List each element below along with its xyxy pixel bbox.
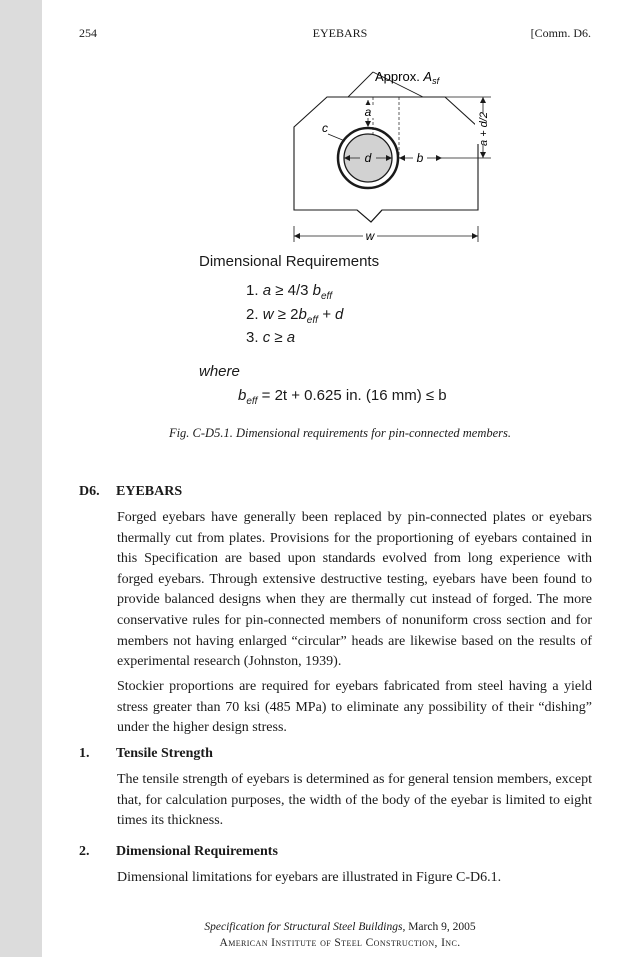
subsection-1-paragraph: The tensile strength of eyebars is determined as for general tension members, except that, for calculation purposes, the width of the body of the eyebar is limited to eight times its thickness. bbox=[117, 772, 592, 829]
dim-ad2-arrow-top bbox=[480, 97, 486, 103]
dim-ad2-arrow-bottom bbox=[480, 152, 486, 158]
dim-w-arrow-left bbox=[294, 233, 300, 239]
dim-a-arrow-bottom bbox=[365, 121, 371, 127]
requirements-heading: Dimensional Requirements bbox=[199, 253, 380, 270]
break-line bbox=[357, 210, 382, 222]
subsection-2-paragraph: Dimensional limitations for eyebars are illustrated in Figure C-D6.1. bbox=[117, 870, 502, 885]
figure-caption: Fig. C-D5.1. Dimensional requirements for pin-connected members. bbox=[168, 426, 512, 440]
label-a-plus-d-over-2: a + d/2 bbox=[478, 112, 490, 146]
footer-publisher-line: American Institute of Steel Construction, Inc. bbox=[219, 937, 461, 949]
section-reference: [Comm. D6. bbox=[530, 26, 591, 40]
document-page bbox=[42, 0, 638, 957]
section-d6-paragraph-1: Forged eyebars have generally been replaced by pin-connected plates or eyebars thermally cut from plates. Provisions for the proportioning of eyebars contained in this Specification are based upon standards evolved from long experience with forged eyebars. Through extensive destructive testing, eyebars have been found to provide balanced designs when they are thermally cut instead of forged. The more conservative rules for pin-connected members of nonuniform cross section and for members not having enlarged “circular” heads are likewise based on the results of experimental research (Johnston, 1939). bbox=[117, 510, 592, 670]
requirement-2: 2. $w \ge 2b_{eff} + d$ bbox=[246, 306, 344, 326]
running-title: EYEBARS bbox=[312, 26, 368, 40]
footer-specification-line: Specification for Structural Steel Buildings, March 9, 2005 bbox=[204, 921, 476, 933]
dim-b-arrow-right bbox=[436, 155, 442, 161]
label-approx-asf: Approx. $A_{sf}$ bbox=[375, 69, 440, 86]
label-w: w bbox=[365, 229, 375, 243]
label-c: c bbox=[322, 121, 328, 135]
asf-leader-left bbox=[348, 72, 373, 97]
section-heading-d6: D6. EYEBARS bbox=[79, 484, 183, 499]
beff-formula: $b_{eff} = 2t + 0.625$ in. (16 mm) ≤ b bbox=[238, 387, 447, 407]
section-d6-paragraph-2: Stockier proportions are required for eyebars fabricated from steel having a yield stress greater than 70 ksi (485 MPa) to eliminate any possibility of their “dishing” under the higher design stress. bbox=[117, 679, 592, 736]
subsection-heading-1: 1. Tensile Strength bbox=[79, 746, 213, 761]
requirement-3: 3. c ≥ a bbox=[246, 329, 296, 346]
dim-b-arrow-left bbox=[399, 155, 405, 161]
left-margin-strip bbox=[0, 0, 42, 957]
pin-connected-member-diagram bbox=[42, 0, 638, 250]
label-b: b bbox=[416, 151, 424, 165]
where-label: where bbox=[199, 363, 240, 380]
requirement-1: 1. a ≥ 4/3 $b_{eff}$ bbox=[246, 282, 333, 302]
label-a: a bbox=[364, 105, 372, 119]
page-number: 254 bbox=[79, 26, 97, 40]
label-d: d bbox=[364, 151, 372, 165]
dim-c-line bbox=[328, 134, 345, 141]
dim-w-arrow-right bbox=[472, 233, 478, 239]
subsection-heading-2: 2. Dimensional Requirements bbox=[79, 844, 278, 859]
